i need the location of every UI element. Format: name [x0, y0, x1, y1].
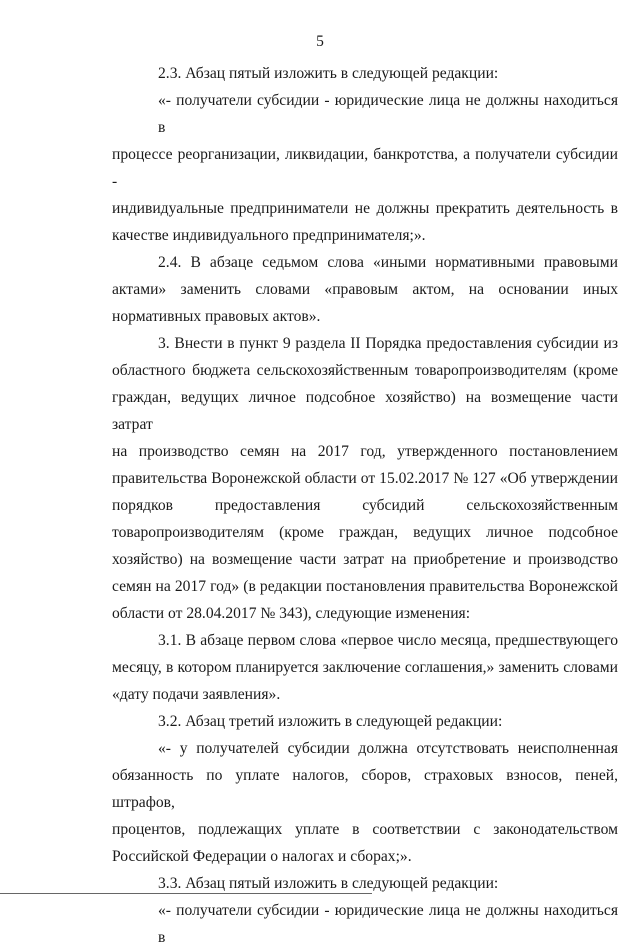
paragraph-line: качестве индивидуального предпринимателя;».	[112, 227, 426, 244]
paragraph-line: на производство семян на 2017 год, утвержденного постановлением	[112, 443, 618, 460]
paragraph	[112, 330, 618, 627]
paragraph-line: 2.4. В абзаце седьмом слова «иными нормативными правовыми	[158, 254, 618, 271]
paragraph-line: порядков предоставления субсидий сельскохозяйственным	[112, 497, 618, 514]
paragraph	[112, 87, 618, 249]
paragraph	[112, 897, 618, 951]
paragraph-line: месяцу, в котором планируется заключение соглашения,» заменить словами	[112, 659, 618, 676]
paragraph-line: обязанность по уплате налогов, сборов, страховых взносов, пеней, штрафов,	[112, 767, 618, 811]
paragraph-line: хозяйство) на возмещение части затрат на приобретение и производство	[112, 551, 618, 568]
paragraph	[112, 735, 618, 870]
paragraph-line: граждан, ведущих личное подсобное хозяйство) на возмещение части затрат	[112, 389, 618, 433]
paragraph-line: 3.1. В абзаце первом слова «первое число месяца, предшествующего	[158, 632, 618, 649]
paragraph-line: областного бюджета сельскохозяйственным товаропроизводителям (кроме	[112, 362, 618, 379]
paragraph-line: 3. Внести в пункт 9 раздела II Порядка предоставления субсидии из	[158, 335, 618, 352]
paragraph	[112, 249, 618, 330]
paragraph-line: товаропроизводителям (кроме граждан, ведущих личное подсобное	[112, 524, 618, 541]
paragraph-line: «- у получателей субсидии должна отсутствовать неисполненная	[158, 740, 618, 757]
page-number: 5	[316, 33, 324, 50]
paragraph-line: процентов, подлежащих уплате в соответствии с законодательством	[112, 821, 618, 838]
paragraph-line: «- получатели субсидии - юридические лица не должны находиться в	[158, 902, 618, 946]
paragraph-line: семян на 2017 год» (в редакции постановления правительства Воронежской	[112, 578, 618, 595]
paragraph-line: индивидуальные предприниматели не должны прекратить деятельность в	[112, 200, 618, 217]
paragraph-line: нормативных правовых актов».	[112, 308, 321, 325]
paragraph-line: «дату подачи заявления».	[112, 686, 281, 703]
paragraph-line: правительства Воронежской области от 15.02.2017 № 127 «Об утверждении	[112, 470, 618, 487]
paragraph-line: актами» заменить словами «правовым актом, на основании иных	[112, 281, 618, 298]
paragraph-line: области от 28.04.2017 № 343), следующие изменения:	[112, 605, 471, 622]
paragraph-line: процессе реорганизации, ликвидации, банкротства, а получатели субсидии -	[112, 146, 618, 190]
paragraph-line: 3.3. Абзац пятый изложить в следующей редакции:	[158, 875, 499, 892]
paragraph-line: 2.3. Абзац пятый изложить в следующей редакции:	[158, 65, 499, 82]
document-body	[112, 60, 618, 951]
paragraph	[112, 627, 618, 708]
paragraph-line: Российской Федерации о налогах и сборах;».	[112, 848, 412, 865]
paragraph-line: 3.2. Абзац третий изложить в следующей редакции:	[158, 713, 503, 730]
paragraph	[112, 60, 618, 87]
paragraph	[112, 708, 618, 735]
bottom-divider	[0, 893, 372, 894]
paragraph-line: «- получатели субсидии - юридические лица не должны находиться в	[158, 92, 618, 136]
